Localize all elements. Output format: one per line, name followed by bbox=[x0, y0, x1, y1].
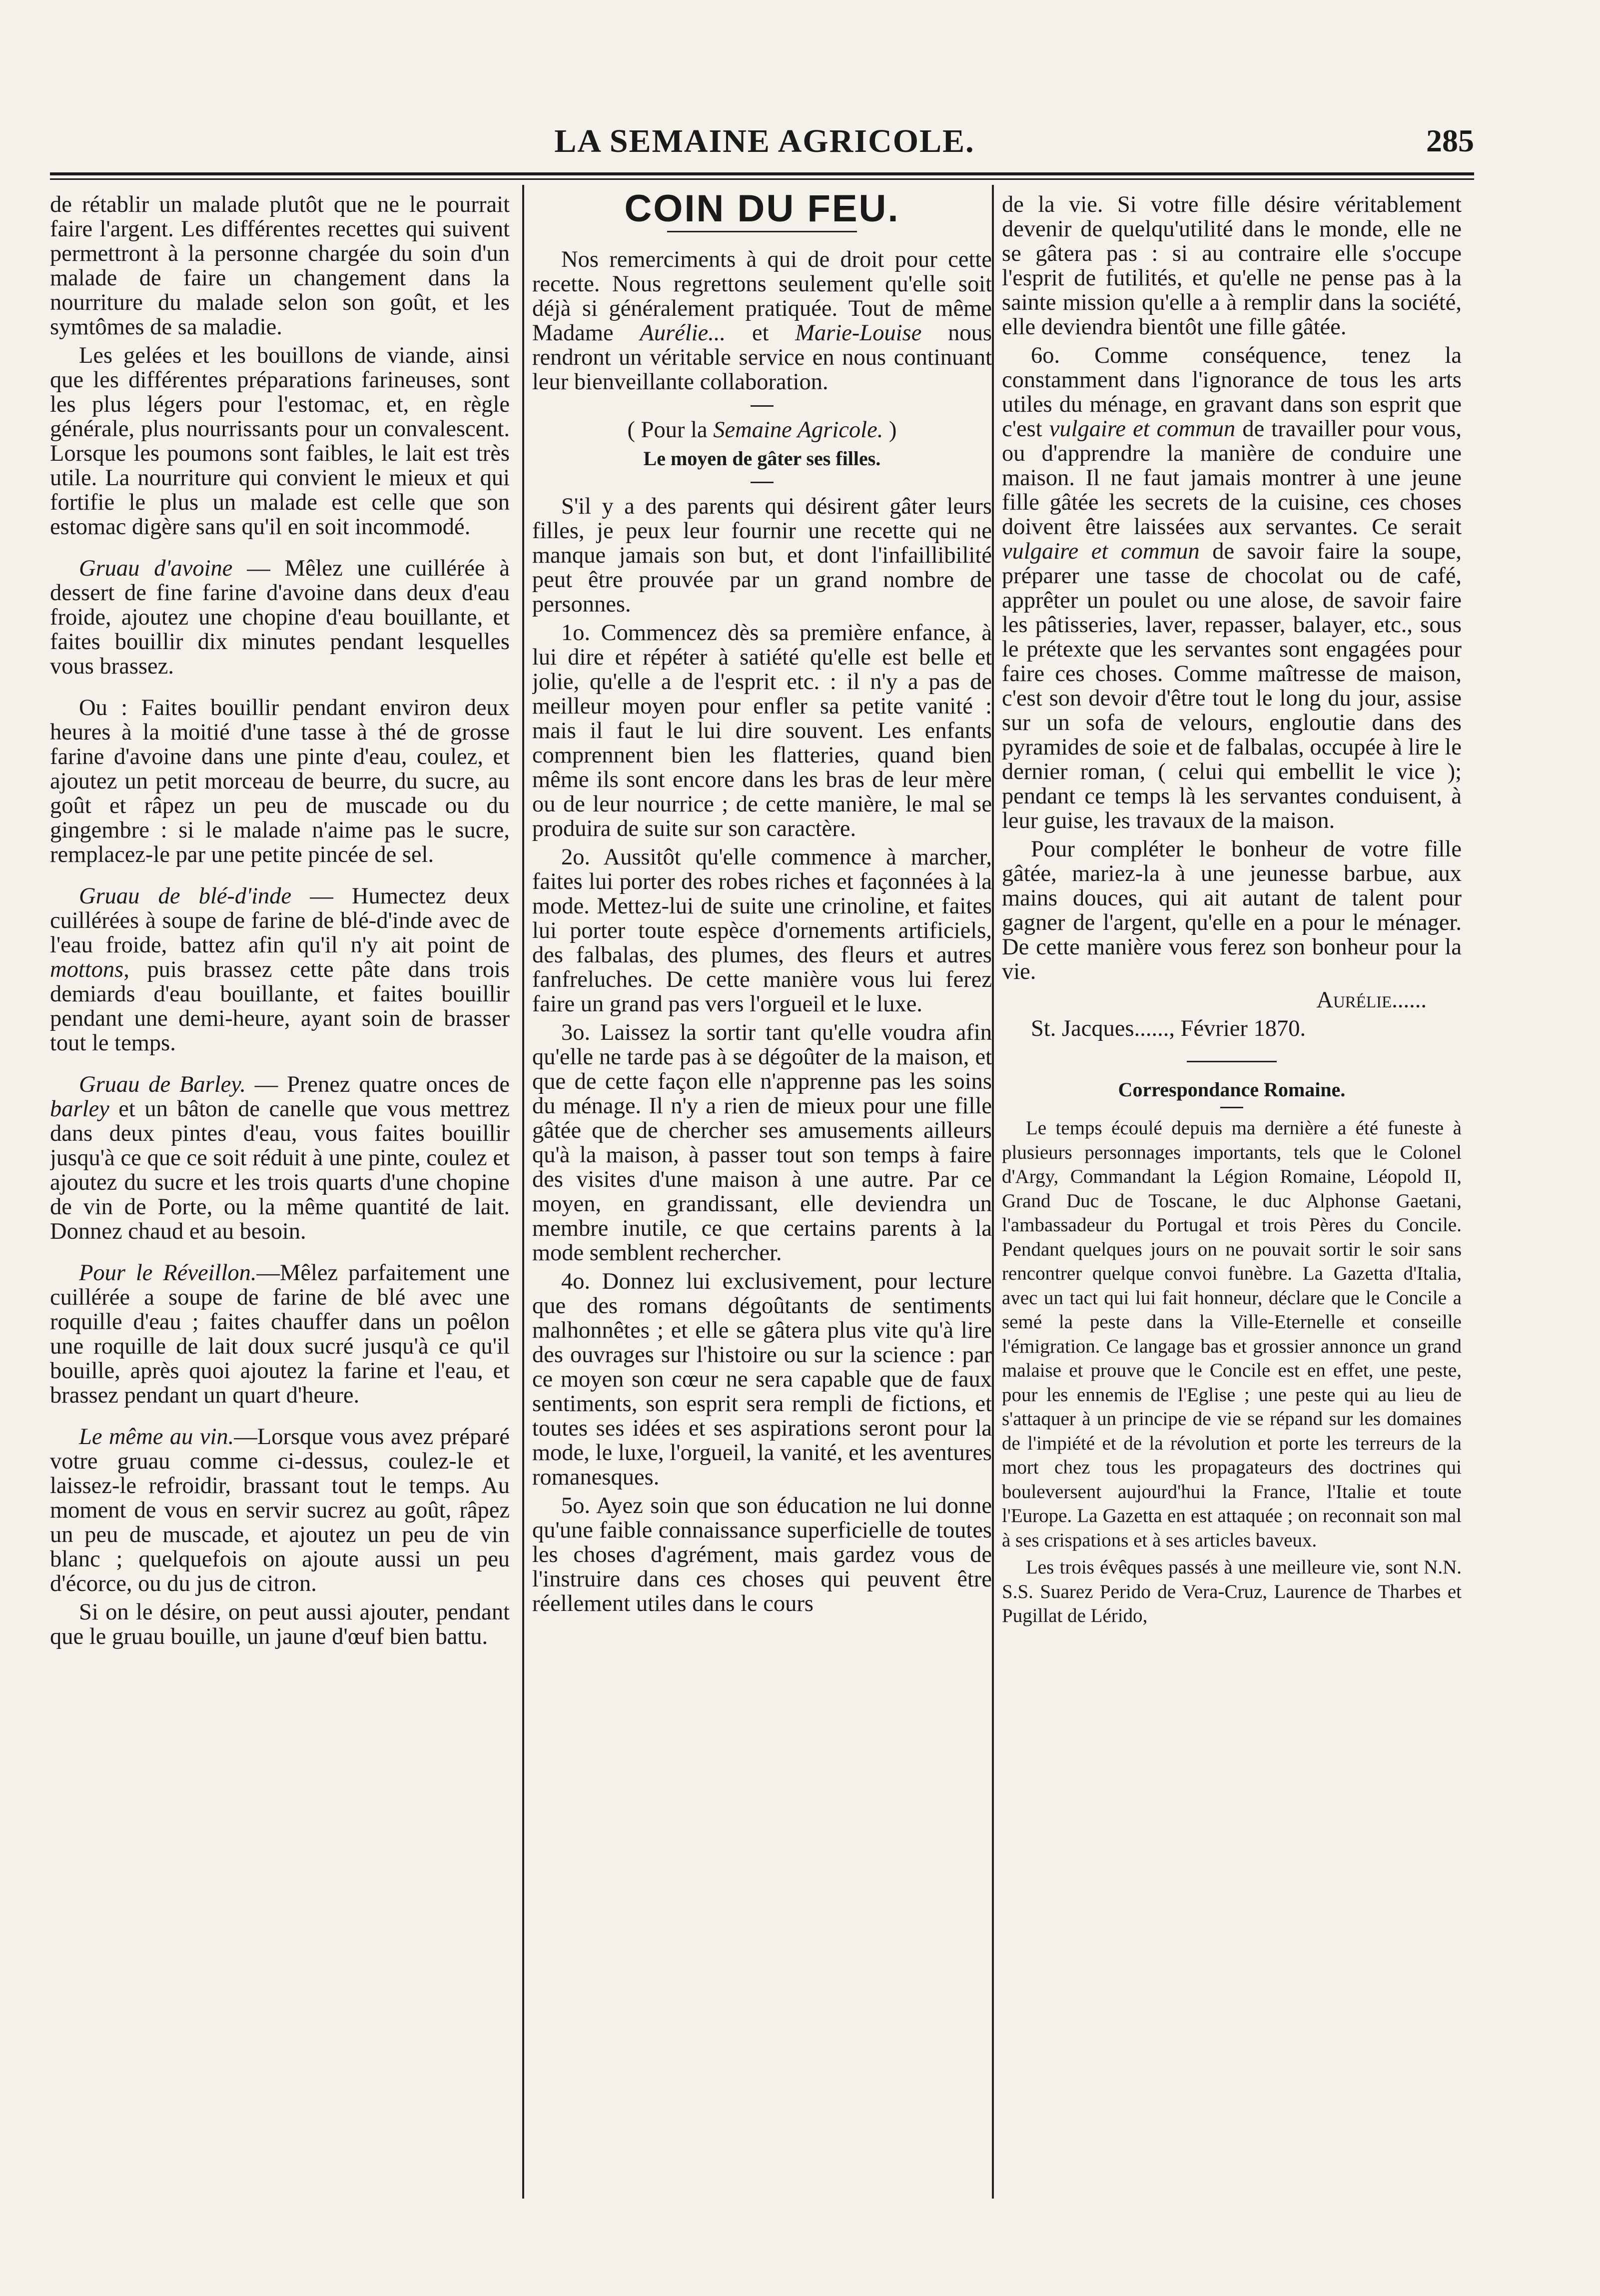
recipe-title: Pour le Réveillon. bbox=[79, 1260, 257, 1286]
header-rule-thin bbox=[50, 178, 1474, 180]
page-header bbox=[55, 122, 1474, 172]
recipe-title: Gruau de Barley. bbox=[79, 1072, 246, 1097]
paragraph: 2o. Aussitôt qu'elle commence à marcher, faites lui porter des robes riches et façonnées à la mode. Mettez-lui de suite une crinoline, et faites lui porter toute espèce d'ornements artificiels, des falbalas, des plumes, des fleurs et autres fanfreluches. De cette manière vous lui ferez faire un grand pas vers l'orgueil et le luxe. bbox=[532, 844, 992, 1017]
section-title: COIN DU FEU. bbox=[624, 192, 900, 230]
paragraph: 5o. Ayez soin que son éducation ne lui donne qu'une faible connaissance superficielle de toutes les choses d'agrément, mais gardez vous de l'instruire dans ces choses qui peuvent être réellement utiles dans le cours bbox=[532, 1493, 992, 1616]
paragraph: Le temps écoulé depuis ma dernière a été funeste à plusieurs personnages importants, tels que le Colonel d'Argy, Commandant la Légion Romaine, Léopold II, Grand Duc de Toscane, le duc Alphonse Gaetani, l'ambassadeur du Portugal et trois Pères du Concile. Pendant quelques jours on ne pouvait sortir le soir sans rencontrer quelque convoi funèbre. La Gazetta d'Italia, avec un tact qui lui fait honneur, déclare que le Concile a semé la peste dans la Ville-Eternelle et conseille l'émigration. Ce langage bas et grossier annonce un grand malaise et prouve que le Concile est en effet, une peste, pour les ennemis de l'Eglise ; une peste qui au lieu de s'attaquer à un principe de vie se répand sur les domaines de l'impiété et de la révolution et porte les terreurs de la mort chez tous les propagateurs des doctrines qui bouleversent aujourd'hui la France, l'Italie et toute l'Europe. La Gazetta en est attaquée ; on reconnait son mal à ses crispations et à ses articles baveux. bbox=[1002, 1117, 1462, 1551]
section-rule bbox=[1187, 1061, 1277, 1062]
article-subhead: Le moyen de gâter ses filles. bbox=[643, 447, 881, 470]
credit-line: ( Pour la Semaine Agricole. ) bbox=[627, 417, 897, 443]
column-divider bbox=[992, 185, 994, 2199]
dash-divider bbox=[1220, 1107, 1243, 1108]
paragraph: S'il y a des parents qui désirent gâter leurs filles, je peux leur fournir une recette qui ne manque jamais son but, et dont l'infaillibilité peut être prouvée par un grand nombre de personnes. bbox=[532, 494, 992, 617]
dash-divider bbox=[751, 405, 774, 407]
recipe-paragraph: Pour le Réveillon.—Mêlez parfaitement une cuillérée a soupe de farine de blé avec une roquille d'eau ; faites chauffer dans un poêlon une roquille de lait doux sucré jusqu'à ce qu'il bouille, après quoi ajoutez la farine et l'eau, et brassez pendant un quart d'heure. bbox=[50, 1260, 510, 1408]
editor-note: Nos remerciments à qui de droit pour cette recette. Nous regrettons seulement qu'elle soit déjà si généralement pratiquée. Tout de même Madame Aurélie... et Marie-Louise nous rendront un véritable service en nous continuant leur bienveillante collaboration. bbox=[532, 247, 992, 395]
header-rule bbox=[50, 172, 1474, 175]
column-1 bbox=[50, 192, 510, 2191]
paragraph: Pour compléter le bonheur de votre fille gâtée, mariez-la à une jeunesse barbue, aux mains douces, qui ait autant de talent pour gagner de l'argent, qu'elle en a pour le ménager. De cette manière vous ferez son bonheur pour la vie. bbox=[1002, 836, 1462, 984]
recipe-title: Le même au vin. bbox=[79, 1424, 234, 1450]
column-divider bbox=[522, 185, 524, 2199]
recipe-title: Gruau d'avoine bbox=[79, 556, 233, 581]
page-number: 285 bbox=[1426, 123, 1474, 158]
masthead-title: LA SEMAINE AGRICOLE. bbox=[554, 123, 975, 159]
recipe-paragraph: Gruau de blé-d'inde — Humectez deux cuillérées à soupe de farine de blé-d'inde avec de l'eau froide, battez afin qu'il n'y ait point de mottons, puis brassez cette pâte dans trois demiards d'eau bouillante, et faites bouillir pendant une demi-heure, ayant soin de brasser tout le temps. bbox=[50, 883, 510, 1056]
author-signature: Aurélie...... bbox=[1316, 987, 1427, 1013]
place-date: St. Jacques......, Février 1870. bbox=[1031, 1016, 1306, 1041]
article-subhead: Correspondance Romaine. bbox=[1118, 1078, 1346, 1101]
paragraph: 4o. Donnez lui exclusivement, pour lecture que des romans dégoûtants de sentiments malhonnêtes ; et elle se gâtera plus vite qu'à lire des ouvrages sur l'histoire ou sur la science : par ce moyen son cœur ne sera capable que de faux sentiments, son esprit sera rempli de fictions, et toutes ses idées et ses aspirations seront pour la mode, le luxe, l'orgueil, la vanité, et les aventures romanesques. bbox=[532, 1269, 992, 1490]
recipe-paragraph: Gruau d'avoine — Mêlez une cuillérée à dessert de fine farine d'avoine dans deux d'eau froide, ajoutez une chopine d'eau bouillante, et faites bouillir dix minutes pendant lesquelles vous brassez. bbox=[50, 556, 510, 679]
paragraph: Les gelées et les bouillons de viande, ainsi que les différentes préparations farineuses, sont les plus légers pour l'estomac, et, en règle générale, plus nourrissants pour un convalescent. Lorsque les poumons sont faibles, le lait est très utile. La nourriture qui convient le mieux et qui fortifie le plus un malade est celle que son estomac digère sans qu'il en soit incommodé. bbox=[50, 343, 510, 540]
paragraph: 3o. Laissez la sortir tant qu'elle voudra afin qu'elle ne tarde pas à se dégoûter de la maison, et que de cette façon elle n'apprenne pas les soins du ménage. Il n'y a rien de mieux pour une fille gâtée que de chercher ses amusements ailleurs qu'à la maison, à passer tout son temps à faire des visites d'une maison à une autre. Par ce moyen, en grandissant, elle deviendra un membre inutile, ce que certains parents à la mode semblent rechercher. bbox=[532, 1020, 992, 1266]
paragraph: Les trois évêques passés à une meilleure vie, sont N.N. S.S. Suarez Perido de Vera-Cruz, Laurence de Tharbes et Pugillat de Lérido, bbox=[1002, 1556, 1462, 1626]
paragraph: 1o. Commencez dès sa première enfance, à lui dire et répéter à satiété qu'elle est belle et jolie, qu'elle a de l'esprit etc. : il n'y a pas de meilleur moyen pour enfler sa petite vanité : mais il faut le lui dire souvent. Les enfants comprennent bien les flatteries, quand bien même ils sont encore dans les bras de leur mère ou de leur nourrice ; de cette manière, le mal se produira de suite sur son caractère. bbox=[532, 620, 992, 841]
column-2 bbox=[532, 192, 992, 2191]
recipe-title: Gruau de blé-d'inde bbox=[79, 883, 292, 909]
small-print-block bbox=[1002, 1116, 1462, 1628]
column-3 bbox=[1002, 192, 1462, 2191]
paragraph: de la vie. Si votre fille désire véritablement devenir de quelqu'utilité dans le monde, elle ne se gâtera pas : si au contraire elle s'occupe l'esprit de futilités, et qu'elle ne pense pas à la sainte mission qu'elle a à remplir dans la société, elle deviendra bientôt une fille gâtée. bbox=[1002, 192, 1462, 340]
dash-divider bbox=[751, 482, 774, 483]
paragraph: Ou : Faites bouillir pendant environ deux heures à la moitié d'une tasse à thé de grosse farine d'avoine dans une pinte d'eau, coulez, et ajoutez un petit morceau de beurre, du sucre, au goût et râpez un peu de muscade ou du gingembre : si le malade n'aime pas le sucre, remplacez-le par une petite pincée de sel. bbox=[50, 695, 510, 867]
recipe-paragraph: Le même au vin.—Lorsque vous avez préparé votre gruau comme ci-dessus, coulez-le et laissez-le refroidir, brassant tout le temps. Au moment de vous en servir sucrez au goût, râpez un peu de muscade, et ajoutez un peu de vin blanc ; quelquefois on ajoute aussi un peu d'écorce, ou du jus de citron. bbox=[50, 1424, 510, 1596]
paragraph: Si on le désire, on peut aussi ajouter, pendant que le gruau bouille, un jaune d'œuf bien battu. bbox=[50, 1599, 510, 1649]
paragraph: 6o. Comme conséquence, tenez la constamment dans l'ignorance de tous les arts utiles du ménage, en gravant dans son esprit que c'est vulgaire et commun de travailler pour vous, ou d'apprendre la manière de conduire une maison. Il ne faut jamais montrer à une jeune fille gâtée les secrets de la cuisine, ces choses doivent être laissées aux servantes. Ce serait vulgaire et commun de savoir faire la soupe, préparer une tasse de chocolat ou de café, apprêter un poulet ou une alose, de savoir faire les pâtisseries, laver, repasser, balayer, etc., sous le prétexte que les servantes sont engagées pour faire ces choses. Comme maîtresse de maison, c'est son devoir d'être tout le long du jour, assise sur un sofa de velours, engloutie dans des pyramides de soie et de falbalas, occupée à lire le dernier roman, ( celui qui embellit le vice ); pendant ce temps là les servantes conduisent, à leur guise, les travaux de la maison. bbox=[1002, 343, 1462, 833]
paragraph: de rétablir un malade plutôt que ne le pourrait faire l'argent. Les différentes recettes qui suivent permettront à la personne chargée du soin d'un malade de faire un changement dans la nourriture du malade selon son goût, et les symtômes de sa maladie. bbox=[50, 192, 510, 340]
recipe-paragraph: Gruau de Barley. — Prenez quatre onces de barley et un bâton de canelle que vous mettrez dans deux pintes d'eau, vous faites bouillir jusqu'à ce que ce soit réduit à une pinte, coulez et ajoutez du sucre et les trois quarts d'une chopine de vin de Porte, ou la même quantité de lait. Donnez chaud et au besoin. bbox=[50, 1072, 510, 1244]
section-rule bbox=[667, 231, 857, 232]
